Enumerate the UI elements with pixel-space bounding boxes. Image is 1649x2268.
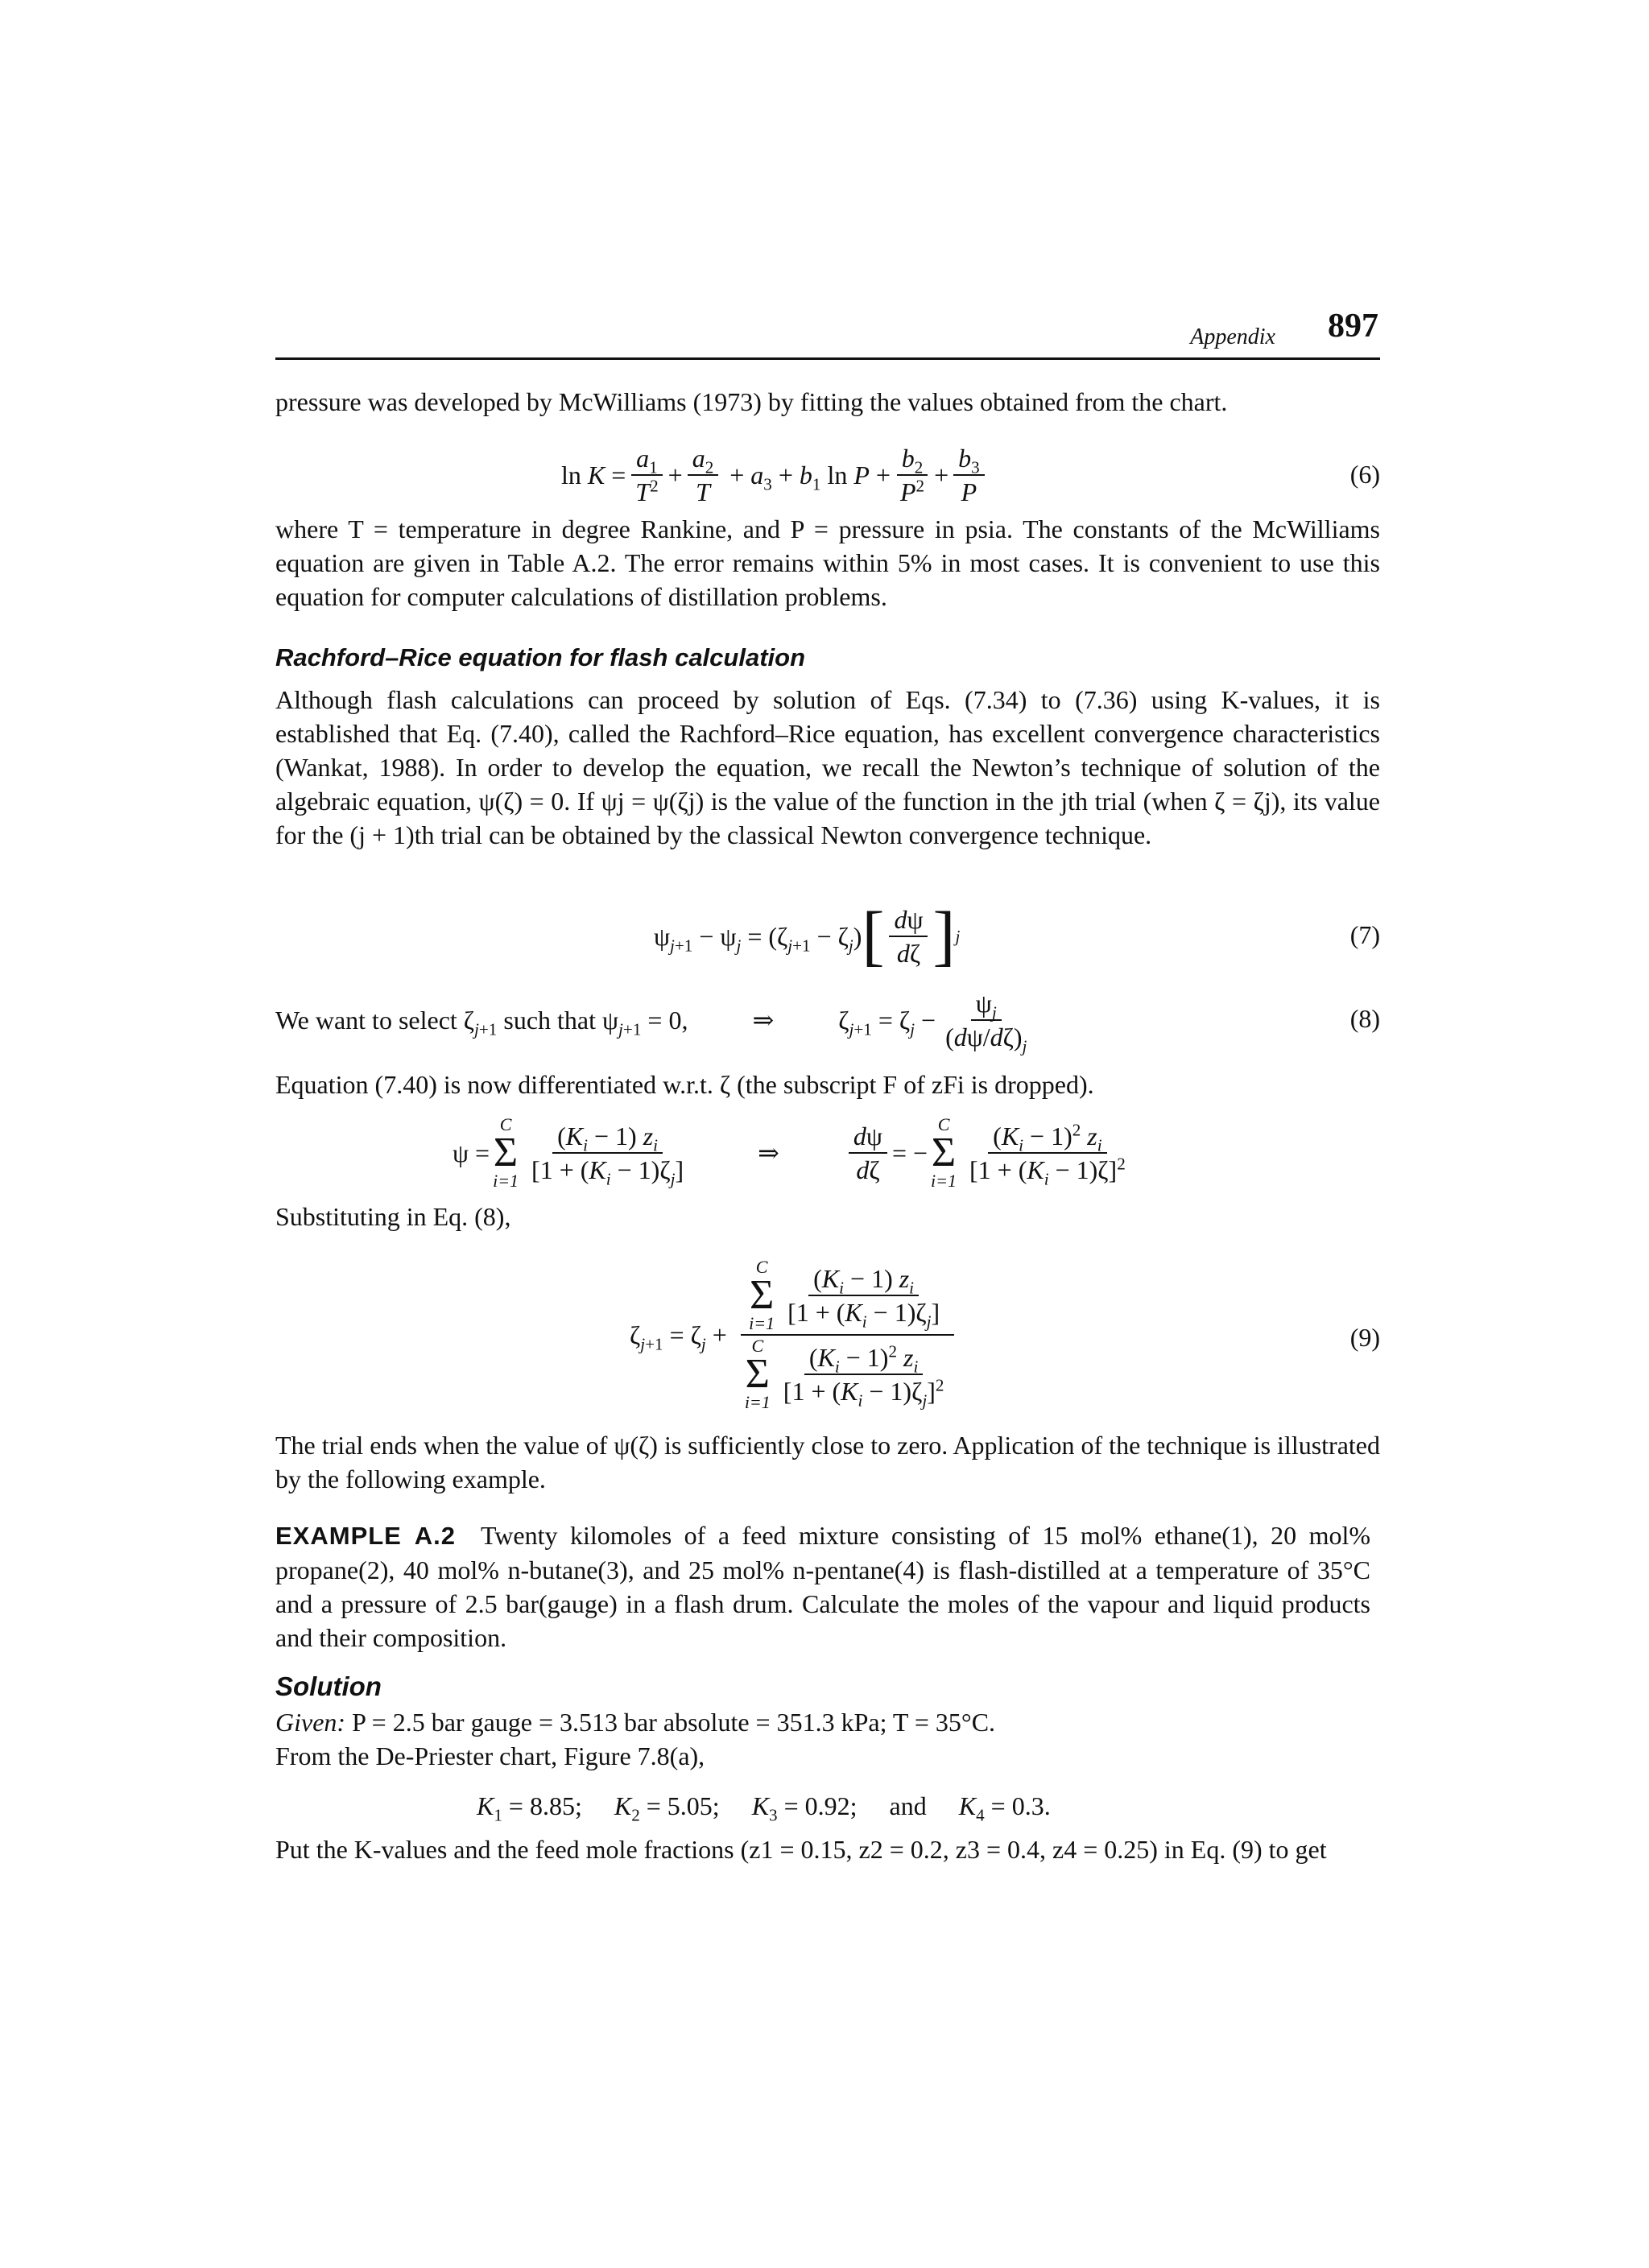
example-text: Twenty kilomoles of a feed mixture consisting of 15 mol% ethane(1), 20 mol% propane(2), 40 mol% n-butane(3), and 25 mol% n-pentane(4) is flash-distilled at a temperature of 35°C and a pressure of 2.5 bar(gauge) in a flash drum. Calculate the moles of the vapour and liquid products and their composition. <box>275 1521 1371 1652</box>
equation-8-lead: We want to select <box>275 1006 457 1035</box>
trial-end-paragraph-block <box>275 1428 1380 1496</box>
given-line <box>275 1705 1380 1739</box>
equation-7-body: $\psi_{j+1} - \psi_j = (\zeta_{j+1} - \zeta_j)$ [ $\frac{d\psi}{d\zeta}$ ] j <box>654 899 961 973</box>
equation-8-body: We want to select $\zeta_{j+1}$ such that $\psi_{j+1} = 0$, ⇒ $\zeta_{j+1} = \zeta_j$ − $\frac{\psi_j}{(d\psi/d\zeta)_j}$ <box>275 989 1027 1056</box>
equation-6-body: ln K = $\frac{a_1}{T^2}$ + $\frac{a_2}{T}$ + $a_3 + b_1$ ln P + $\frac{b_2}{P^2}$ + $\frac{b_3}{P}$ <box>561 435 990 515</box>
k4-value: 0.3 <box>1011 1791 1044 1820</box>
section-heading-block <box>275 641 1380 675</box>
substituting-line-block <box>275 1200 1380 1233</box>
example-block <box>275 1518 1370 1655</box>
solution-heading: Solution <box>275 1671 382 1701</box>
equation-6 <box>275 435 1380 515</box>
substituting-line: Substituting in Eq. (8), <box>275 1202 511 1231</box>
differentiation-line-block <box>275 1068 1380 1101</box>
k-and: and <box>889 1791 927 1820</box>
trial-end-paragraph: The trial ends when the value of ψ(ζ) is sufficiently close to zero. Application of the technique is illustrated by the following example. <box>275 1431 1380 1493</box>
k3-value: 0.92 <box>804 1791 850 1820</box>
k-values-line <box>275 1786 1380 1826</box>
equation-8-mid: such that <box>503 1006 597 1035</box>
psi-equations-body: ψ = C Σ i=1 $\frac{(K_i - 1) z_i}{[1 + (K_i - 1)\zeta_j]}$ ⇒ $\frac{d\psi}{d\zeta}$ = − C Σ i=1 $\frac{(K_i - 1)^2 z_i}{[1 + (K_i - 1)\zeta]^2}$ <box>453 1114 1126 1191</box>
given-text: P = 2.5 bar gauge = 3.513 bar absolute = 351.3 kPa; T = 35°C. <box>352 1708 996 1737</box>
rachford-rice-paragraph: Although flash calculations can proceed by solution of Eqs. (7.34) to (7.36) using K-values, it is established that Eq. (7.40), called the Rachford–Rice equation, has excellent convergence characteristics (Wankat, 1988). In order to develop the equation, we recall the Newton’s technique of solution of the algebraic equation, ψ(ζ) = 0. If ψj = ψ(ζj) is the value of the function in the jth trial (when ζ = ζj), its value for the (j + 1)th trial can be obtained by the classical Newton convergence technique. <box>275 685 1380 849</box>
equation-8 <box>275 984 1380 1064</box>
header-label: Appendix <box>1190 324 1275 349</box>
given-label: Given: <box>275 1708 346 1737</box>
mcwilliams-paragraph: where T = temperature in degree Rankine, and P = pressure in psia. The constants of the McWilliams equation are given in Table A.2. The error remains within 5% in most cases. It is convenient to use this equation for computer calculations of distillation problems. <box>275 514 1380 611</box>
k1-value: 8.85 <box>529 1791 575 1820</box>
k-values-body: $K_1 = 8.85$; $K_2 = 5.05$; $K_3 = 0.92$; and $K_4 = 0.3$. <box>477 1786 1051 1826</box>
k2-value: 5.05 <box>667 1791 713 1820</box>
section-heading: Rachford–Rice equation for flash calculation <box>275 643 806 671</box>
chart-line: From the De-Priester chart, Figure 7.8(a), <box>275 1741 705 1770</box>
rachford-rice-paragraph-block <box>275 683 1380 852</box>
final-paragraph-block <box>275 1832 1380 1866</box>
final-paragraph: Put the K-values and the feed mole fractions (z1 = 0.15, z2 = 0.2, z3 = 0.4, z4 = 0.25) in Eq. (9) to get <box>275 1835 1327 1864</box>
intro-line: pressure was developed by McWilliams (1973) by fitting the values obtained from the chart. <box>275 387 1228 416</box>
equation-9-body: $\zeta_{j+1} = \zeta_j$ + C Σ i=1 $\frac{(K_i - 1) z_i}{[1 + (K_i - 1)\zeta_j]}$ C Σ i=1 $\frac{(K_i - 1)^2 z_i}{[1 + (K_i - 1)\zeta_j]^2}$ <box>630 1246 963 1423</box>
equation-9-number: (9) <box>1349 1323 1380 1352</box>
equation-6-number: (6) <box>1349 460 1380 489</box>
equation-8-number: (8) <box>1349 1004 1380 1033</box>
mcwilliams-paragraph-block <box>275 512 1380 613</box>
intro-line-block <box>275 385 1380 419</box>
example-label: EXAMPLE A.2 <box>275 1522 457 1550</box>
running-header <box>275 309 1380 360</box>
equation-9 <box>275 1246 1380 1423</box>
differentiation-line: Equation (7.40) is now differentiated w.r.t. ζ (the subscript F of zFi is dropped). <box>275 1070 1094 1099</box>
psi-equations <box>275 1105 1380 1201</box>
equation-7-number: (7) <box>1349 920 1380 949</box>
example-paragraph <box>275 1518 1370 1655</box>
equation-7 <box>275 892 1380 981</box>
page-number: 897 <box>1328 308 1378 345</box>
solution-block <box>275 1670 1380 1773</box>
